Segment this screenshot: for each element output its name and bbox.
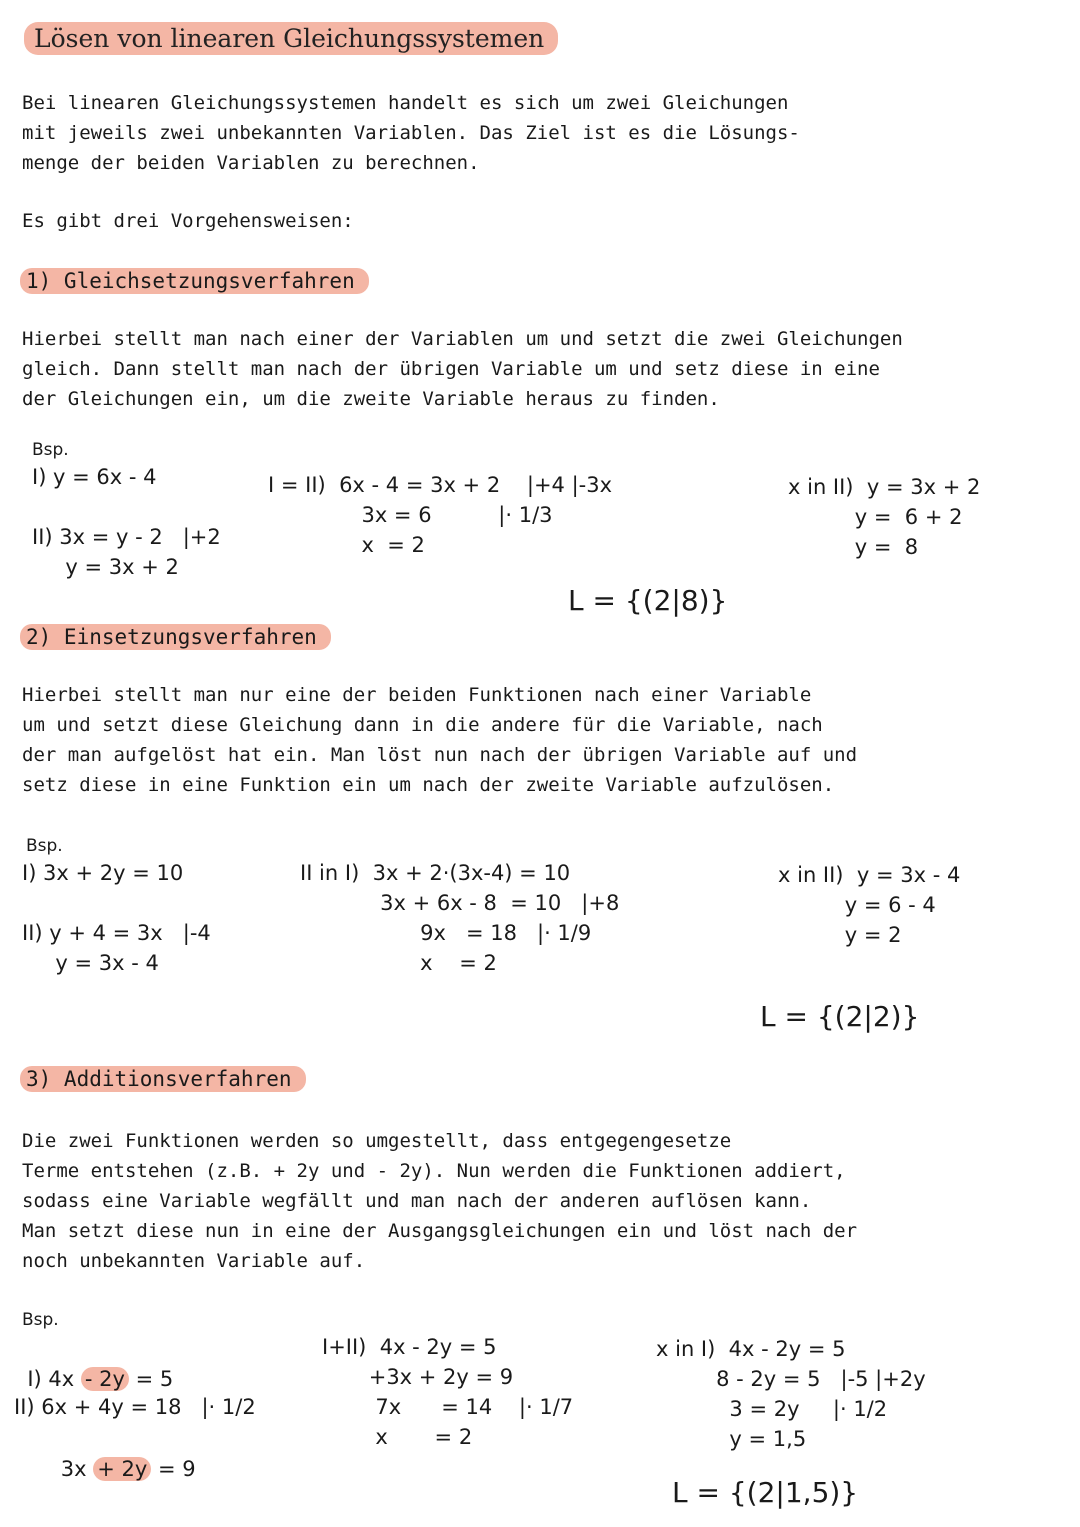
eq3-prefix: 3x xyxy=(27,1457,94,1481)
section3-bsp: Bsp. xyxy=(22,1310,59,1330)
section2-equations: I) 3x + 2y = 10 II) y + 4 = 3x |-4 y = 3x - 4 xyxy=(22,861,211,975)
section3-back-substitution: x in I) 4x - 2y = 5 8 - 2y = 5 |-5 |+2y 3 = 2y |· 1/2 y = 1,5 xyxy=(656,1337,926,1451)
section1-bsp: Bsp. xyxy=(32,440,69,460)
eq1-suffix: = 5 xyxy=(128,1367,174,1391)
section1-text: Hierbei stellt man nach einer der Variablen um und setzt die zwei Gleichungen gleich. Dann stellt man nach der übrigen Variable um und setz diese in eine der Gleichungen ein, um die zweite Variable heraus zu finden. xyxy=(22,328,903,410)
eq3-suffix: = 9 xyxy=(151,1457,196,1481)
section3-equation2: II) 6x + 4y = 18 |· 1/2 xyxy=(14,1395,256,1419)
section2-heading: 2) Einsetzungsverfahren xyxy=(20,624,331,650)
section3-equation1 xyxy=(14,1334,173,1394)
section3-text: Die zwei Funktionen werden so umgestellt, dass entgegengesetze Terme entstehen (z.B. + 2y und - 2y). Nun werden die Funktionen addiert, sodass eine Variable wegfällt und man nach der anderen auflösen kann. Man setzt diese nun in eine der Ausgangsgleichungen ein und löst nach der noch unbekannten Variable auf. xyxy=(22,1130,858,1272)
eq1-highlight: - 2y xyxy=(81,1367,129,1391)
section2-einsetzen: II in I) 3x + 2·(3x-4) = 10 3x + 6x - 8 = 10 |+8 9x = 18 |· 1/9 x = 2 xyxy=(300,861,620,975)
section1-einsetzen: x in II) y = 3x + 2 y = 6 + 2 y = 8 xyxy=(788,475,981,559)
section1-heading: 1) Gleichsetzungsverfahren xyxy=(20,268,369,294)
eq1-prefix: I) 4x xyxy=(27,1367,81,1391)
section2-text: Hierbei stellt man nur eine der beiden Funktionen nach einer Variable um und setzt diese Gleichung dann in die andere für die Variable, nach der man aufgelöst hat ein. Man löst nun nach der übrigen Variable auf und setz diese in eine Funktion ein um nach der zweite Variable aufzulösen. xyxy=(22,684,858,796)
section2-bsp: Bsp. xyxy=(26,836,63,856)
page-title: Lösen von linearen Gleichungssystemen xyxy=(24,22,558,55)
section2-back-substitution: x in II) y = 3x - 4 y = 6 - 4 y = 2 xyxy=(778,863,961,947)
section1-gleichsetzen: I = II) 6x - 4 = 3x + 2 |+4 |-3x 3x = 6 |· 1/3 x = 2 xyxy=(268,473,613,557)
section3-equation3 xyxy=(14,1424,196,1484)
section2-solution: L = {(2|2)} xyxy=(760,1000,920,1033)
section3-heading: 3) Additionsverfahren xyxy=(20,1066,306,1092)
section1-equations: I) y = 6x - 4 II) 3x = y - 2 |+2 y = 3x + 2 xyxy=(32,465,221,579)
section3-addition: I+II) 4x - 2y = 5 +3x + 2y = 9 7x = 14 |· 1/7 x = 2 xyxy=(322,1335,574,1449)
eq3-highlight: + 2y xyxy=(93,1457,151,1481)
approaches-intro: Es gibt drei Vorgehensweisen: xyxy=(22,210,354,232)
intro-paragraph: Bei linearen Gleichungssystemen handelt es sich um zwei Gleichungen mit jeweils zwei unbekannten Variablen. Das Ziel ist es die Lösungs- menge der beiden Variablen zu berechnen. xyxy=(22,92,800,174)
section3-solution: L = {(2|1,5)} xyxy=(672,1476,859,1509)
section1-solution: L = {(2|8)} xyxy=(568,584,728,617)
